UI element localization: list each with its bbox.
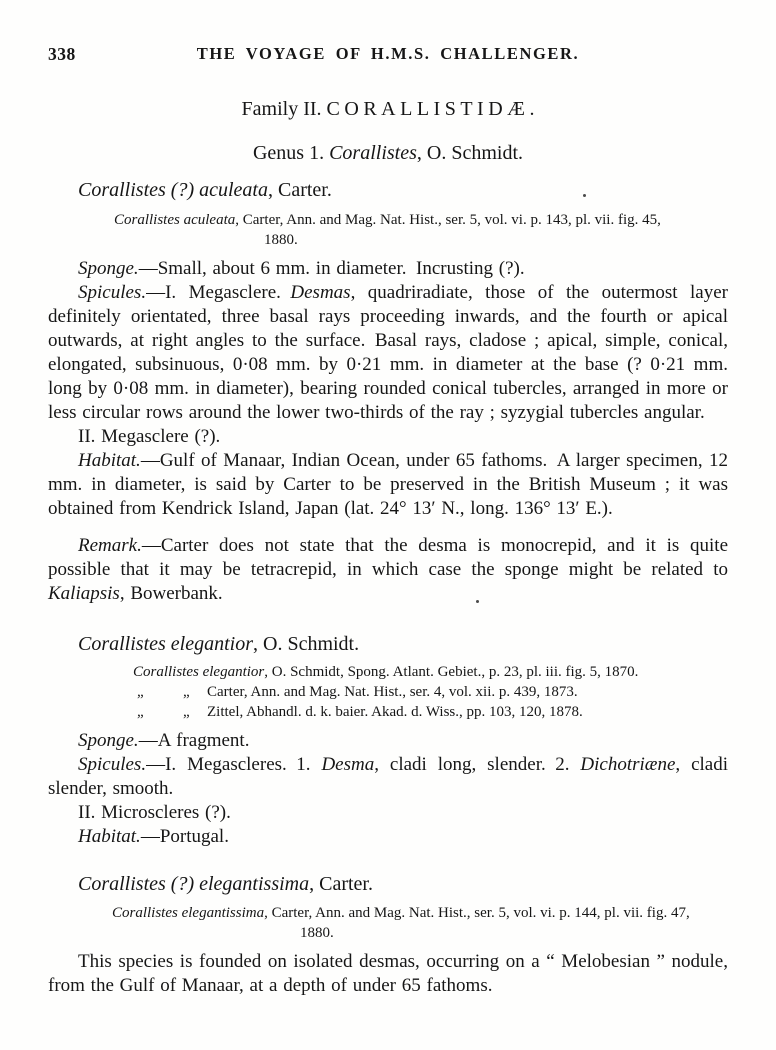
citation-line-ditto: „ „ Zittel, Abhandl. d. k. baier. Akad. d. Wiss., pp. 103, 120, 1878. (137, 704, 583, 720)
paragraph-sponge: Sponge.—Small, about 6 mm. in diameter. Incrusting (?). (78, 258, 525, 279)
paragraph-spicules: Spicules.—I. Megasclere. Desmas, quadriradiate, those of the outermost layer definitely orientated, three basal rays proceeding inwards, and the fourth or apical outwards, at right angles to the surface. Basal rays, cladose ; apical, simple, conical, elongated, subsinuous, 0·08 mm. by 0·21 mm. in diameter at the base (? 0·21 mm. long by 0·08 mm. in diameter), bearing rounded conical tubercles, arranged in more or less circular rows around the lower two-thirds of the ray ; syzygial tubercles angular. (48, 282, 728, 423)
citation-block (48, 662, 728, 722)
genus-heading: Genus 1. Corallistes, O. Schmidt. (252, 142, 524, 164)
section-elegantissima (48, 873, 728, 998)
citation-continuation: 1880. (300, 925, 334, 941)
species-heading-elegantior: Corallistes elegantior, O. Schmidt. (78, 633, 360, 655)
line-microscleres-ii: II. Microscleres (?). (78, 802, 231, 823)
species-heading-aculeata: Corallistes (?) aculeata, Carter. (78, 179, 332, 201)
family-heading: Family II. CORALLISTIDÆ. (241, 98, 535, 120)
citation-line-ditto: „ „ Carter, Ann. and Mag. Nat. Hist., ser. 4, vol. xii. p. 439, 1873. (137, 684, 578, 700)
citation-line: Corallistes elegantior, O. Schmidt, Spong. Atlant. Gebiet., p. 23, pl. iii. fig. 5, 1870. (133, 664, 639, 680)
line-megasclere-ii: II. Megasclere (?). (78, 426, 221, 447)
section-elegantior (48, 633, 728, 849)
section-aculeata (48, 179, 728, 606)
page-number: 338 (48, 44, 76, 64)
paragraph-spicules: Spicules.—I. Megascleres. 1. Desma, cladi long, slender. 2. Dichotriæne, cladi slender, smooth. (48, 754, 728, 799)
paragraph-habitat: Habitat.—Portugal. (78, 826, 229, 847)
ink-speck (476, 600, 479, 603)
paragraph-species-note: This species is founded on isolated desmas, occurring on a “ Melobesian ” nodule, from the Gulf of Manaar, at a depth of under 65 fathoms. (48, 951, 728, 996)
citation-continuation: 1880. (264, 232, 298, 248)
species-heading-elegantissima: Corallistes (?) elegantissima, Carter. (78, 873, 373, 895)
citation-line: Corallistes aculeata, Carter, Ann. and Mag. Nat. Hist., ser. 5, vol. vi. p. 143, pl. vii. fig. 45, (114, 212, 661, 228)
paragraph-habitat: Habitat.—Gulf of Manaar, Indian Ocean, under 65 fathoms. A larger specimen, 12 mm. in diameter, is said by Carter to be preserved in the British Museum ; it was obtained from Kendrick Island, Japan (lat. 24° 13′ N., long. 136° 13′ E.). (48, 450, 728, 519)
citation-line: Corallistes elegantissima, Carter, Ann. and Mag. Nat. Hist., ser. 5, vol. vi. p. 144, pl. vii. fig. 47, (112, 905, 690, 921)
paragraph-remark: Remark.—Carter does not state that the desma is monocrepid, and it is quite possible that it may be tetracrepid, in which case the sponge might be related to Kaliapsis, Bowerbank. (48, 535, 728, 604)
paragraph-sponge: Sponge.—A fragment. (78, 730, 250, 751)
ink-speck (583, 194, 586, 197)
running-title: THE VOYAGE OF H.M.S. CHALLENGER. (196, 44, 580, 63)
page-header (48, 0, 728, 68)
